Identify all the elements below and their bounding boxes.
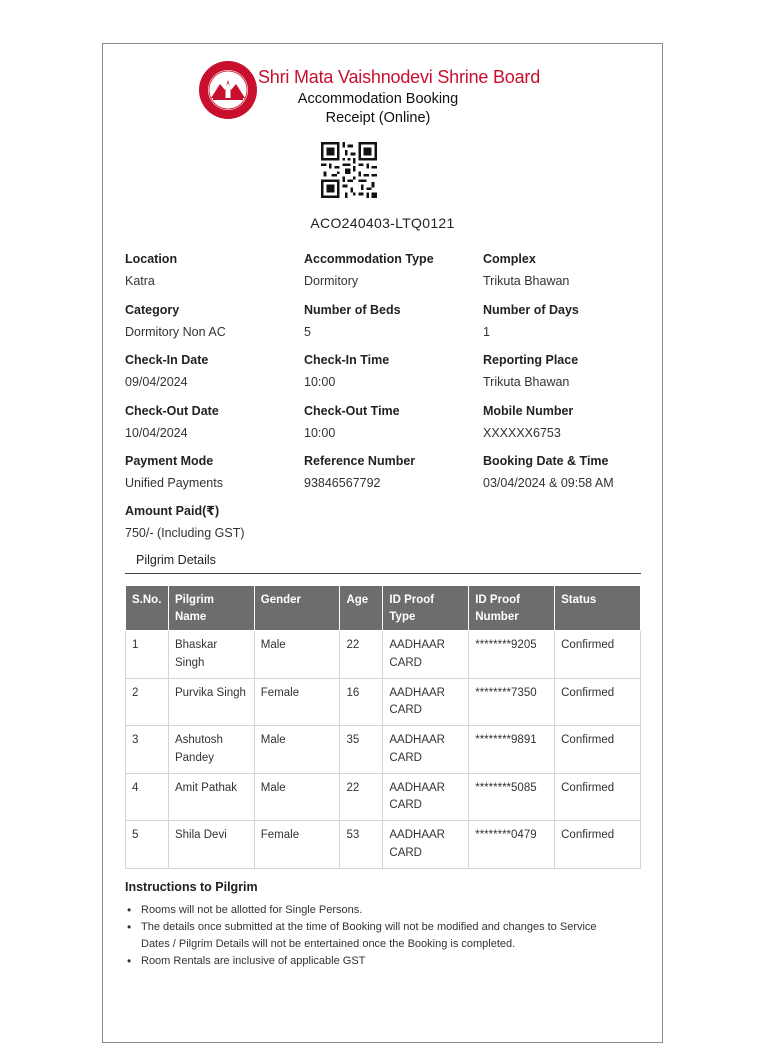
detail-check-out-date	[125, 403, 304, 454]
cell-pilgrim-name: Bhaskar Singh	[168, 631, 254, 679]
cell-gender: Male	[254, 726, 340, 774]
cell-status: Confirmed	[555, 773, 641, 821]
amount-value: 750/- (Including GST)	[125, 526, 245, 540]
cell-age: 16	[340, 678, 383, 726]
cell-gender: Male	[254, 631, 340, 679]
pilgrim-table	[125, 585, 641, 869]
cell-age: 35	[340, 726, 383, 774]
detail-value: 10:00	[304, 425, 336, 440]
booking-id: ACO240403-LTQ0121	[310, 215, 455, 231]
document-title	[273, 90, 483, 128]
org-name: Shri Mata Vaishnodevi Shrine Board	[258, 67, 541, 87]
detail-value: Unified Payments	[125, 476, 223, 490]
detail-label: Category	[125, 302, 180, 317]
cell-id-proof-number: ********7350	[469, 678, 555, 726]
detail-value: 09/04/2024	[125, 375, 188, 389]
detail-reference-number	[304, 453, 483, 504]
cell-age: 53	[340, 821, 383, 869]
cell-age: 22	[340, 773, 383, 821]
detail-label: Booking Date & Time	[483, 454, 609, 468]
cell-status: Confirmed	[555, 821, 641, 869]
detail-value: Trikuta Bhawan	[483, 274, 570, 288]
detail-label: Accommodation Type	[304, 252, 434, 266]
cell-s-no: 2	[126, 678, 169, 726]
cell-pilgrim-name: Amit Pathak	[168, 773, 254, 821]
header-pilgrim-name: Pilgrim Name	[168, 586, 254, 631]
detail-check-in-date	[125, 352, 304, 403]
detail-value: 10/04/2024	[125, 425, 188, 440]
detail-value: XXXXXX6753	[483, 425, 561, 440]
header-s-no: S.No.	[126, 586, 169, 631]
receipt-header	[103, 58, 662, 138]
header-id-proof-number: ID Proof Number	[469, 586, 555, 631]
detail-label: Location	[125, 252, 178, 266]
detail-value: 5	[304, 324, 311, 339]
detail-label: Reporting Place	[483, 353, 579, 367]
detail-label: Number of Beds	[304, 302, 401, 317]
detail-label: Complex	[483, 252, 536, 266]
cell-id-proof-number: ********9205	[469, 631, 555, 679]
detail-label: Number of Days	[483, 302, 579, 317]
header-gender: Gender	[254, 586, 340, 631]
detail-label: Check-Out Date	[125, 403, 219, 418]
cell-status: Confirmed	[555, 726, 641, 774]
detail-value: 03/04/2024 & 09:58 AM	[483, 476, 614, 490]
cell-id-proof-number: ********0479	[469, 821, 555, 869]
list-item: • Rooms will not be allotted for Single Persons.	[139, 902, 625, 919]
list-item: • The details once submitted at the time of Booking will not be modified and changes to Service Dates / Pilgrim Details will not be entertained once the Booking is completed.	[139, 919, 625, 953]
detail-reporting-place	[483, 352, 645, 403]
detail-number-of-beds	[304, 302, 483, 353]
detail-check-out-time	[304, 403, 483, 454]
cell-gender: Female	[254, 678, 340, 726]
amount-paid	[125, 503, 425, 541]
cell-s-no: 4	[126, 773, 169, 821]
receipt-page	[102, 43, 663, 1043]
detail-accommodation-type	[304, 251, 483, 302]
cell-id-proof-number: ********5085	[469, 773, 555, 821]
instructions-section	[125, 880, 625, 970]
shrine-board-logo-icon	[198, 60, 258, 120]
list-item: • Room Rentals are inclusive of applicable GST	[139, 953, 625, 970]
detail-booking-date-time	[483, 453, 645, 504]
title-line-2: Receipt (Online)	[325, 110, 431, 126]
cell-s-no: 5	[126, 821, 169, 869]
amount-label: Amount Paid(₹)	[125, 504, 220, 518]
booking-details-grid	[125, 251, 645, 504]
pilgrim-details-heading: Pilgrim Details	[125, 553, 641, 574]
detail-value: Dormitory	[304, 274, 359, 288]
cell-pilgrim-name: Shila Devi	[168, 821, 254, 869]
cell-id-proof-type: AADHAAR CARD	[383, 678, 469, 726]
cell-gender: Male	[254, 773, 340, 821]
table-row	[126, 631, 641, 679]
header-status: Status	[555, 586, 641, 631]
cell-pilgrim-name: Purvika Singh	[168, 678, 254, 726]
cell-age: 22	[340, 631, 383, 679]
detail-value: Katra	[125, 274, 155, 288]
cell-pilgrim-name: Ashutosh Pandey	[168, 726, 254, 774]
detail-value: 1	[483, 324, 490, 339]
cell-status: Confirmed	[555, 678, 641, 726]
cell-gender: Female	[254, 821, 340, 869]
detail-category	[125, 302, 304, 353]
table-row	[126, 726, 641, 774]
detail-location	[125, 251, 304, 302]
detail-value: Trikuta Bhawan	[483, 375, 570, 389]
instructions-list	[125, 902, 625, 970]
detail-value: 10:00	[304, 375, 336, 389]
instructions-title: Instructions to Pilgrim	[125, 880, 258, 894]
table-header-row	[126, 586, 641, 631]
table-row	[126, 678, 641, 726]
detail-payment-mode	[125, 453, 304, 504]
table-row	[126, 821, 641, 869]
detail-label: Check-In Date	[125, 353, 209, 367]
detail-value: 93846567792	[304, 476, 381, 490]
qr-code-icon	[321, 142, 377, 198]
cell-id-proof-type: AADHAAR CARD	[383, 821, 469, 869]
detail-complex	[483, 251, 645, 302]
cell-s-no: 1	[126, 631, 169, 679]
detail-check-in-time	[304, 352, 483, 403]
detail-label: Mobile Number	[483, 403, 574, 418]
detail-number-of-days	[483, 302, 645, 353]
detail-value: Dormitory Non AC	[125, 324, 226, 339]
cell-status: Confirmed	[555, 631, 641, 679]
table-row	[126, 773, 641, 821]
detail-mobile-number	[483, 403, 645, 454]
detail-label: Check-In Time	[304, 353, 390, 367]
cell-id-proof-type: AADHAAR CARD	[383, 631, 469, 679]
detail-label: Reference Number	[304, 454, 416, 468]
title-line-1: Accommodation Booking	[297, 91, 459, 107]
header-id-proof-type: ID Proof Type	[383, 586, 469, 631]
cell-id-proof-number: ********9891	[469, 726, 555, 774]
cell-s-no: 3	[126, 726, 169, 774]
detail-label: Check-Out Time	[304, 403, 400, 418]
cell-id-proof-type: AADHAAR CARD	[383, 773, 469, 821]
header-age: Age	[340, 586, 383, 631]
cell-id-proof-type: AADHAAR CARD	[383, 726, 469, 774]
detail-label: Payment Mode	[125, 454, 214, 468]
